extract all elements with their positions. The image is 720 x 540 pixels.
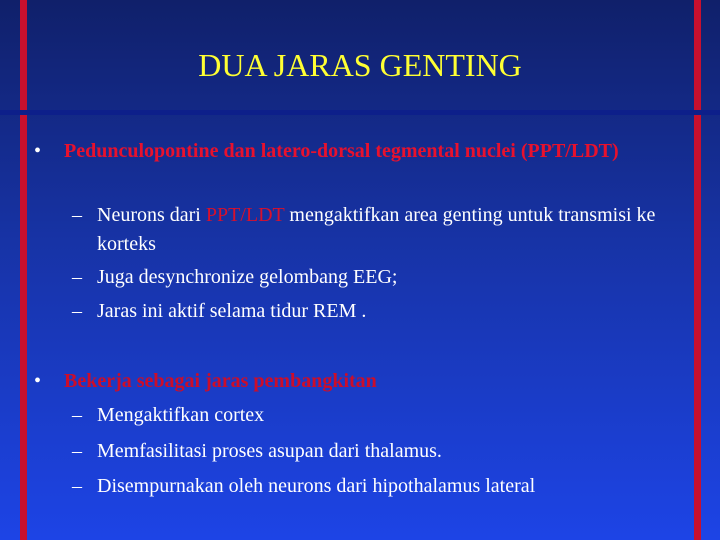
subitem-1-2: [72, 263, 672, 292]
bullet-text: Pedunculopontine dan latero-dorsal tegmental nuclei (PPT/LDT): [64, 140, 619, 162]
bullet-item-2: [34, 367, 674, 396]
subitem-2-3: [72, 472, 672, 501]
subitem-text-pre: Neurons dari: [97, 204, 206, 226]
bullet-glyph: •: [34, 370, 42, 392]
subitem-text: Juga desynchronize gelombang EEG;: [97, 266, 398, 288]
subitem-text-post: mengaktifkan area genting untuk transmisi ke korteks: [97, 204, 656, 255]
dash-glyph: –: [72, 404, 82, 426]
subitem-text: [97, 201, 672, 259]
dash-glyph: –: [72, 300, 82, 322]
dash-glyph: –: [72, 266, 82, 288]
bullet-glyph: •: [34, 140, 42, 162]
title-divider: [0, 110, 720, 115]
subitem-text: Disempurnakan oleh neurons dari hipothalamus lateral: [97, 475, 536, 497]
subitem-1-3: [72, 297, 672, 326]
bullet-item-1: [34, 137, 674, 166]
subitem-text: Jaras ini aktif selama tidur REM .: [97, 300, 367, 322]
dash-glyph: –: [72, 204, 82, 226]
subitem-2-2: [72, 437, 672, 466]
subitem-text: Mengaktifkan cortex: [97, 404, 265, 426]
bullet-text: Bekerja sebagai jaras pembangkitan: [64, 370, 377, 392]
subitem-2-1: [72, 401, 672, 430]
subitem-1-1: [72, 201, 672, 259]
slide-title: DUA JARAS GENTING: [198, 47, 522, 83]
dash-glyph: –: [72, 440, 82, 462]
highlight-ppt-ldt: PPT/LDT: [205, 204, 285, 226]
subitem-text: Memfasilitasi proses asupan dari thalamus.: [97, 440, 442, 462]
dash-glyph: –: [72, 475, 82, 497]
